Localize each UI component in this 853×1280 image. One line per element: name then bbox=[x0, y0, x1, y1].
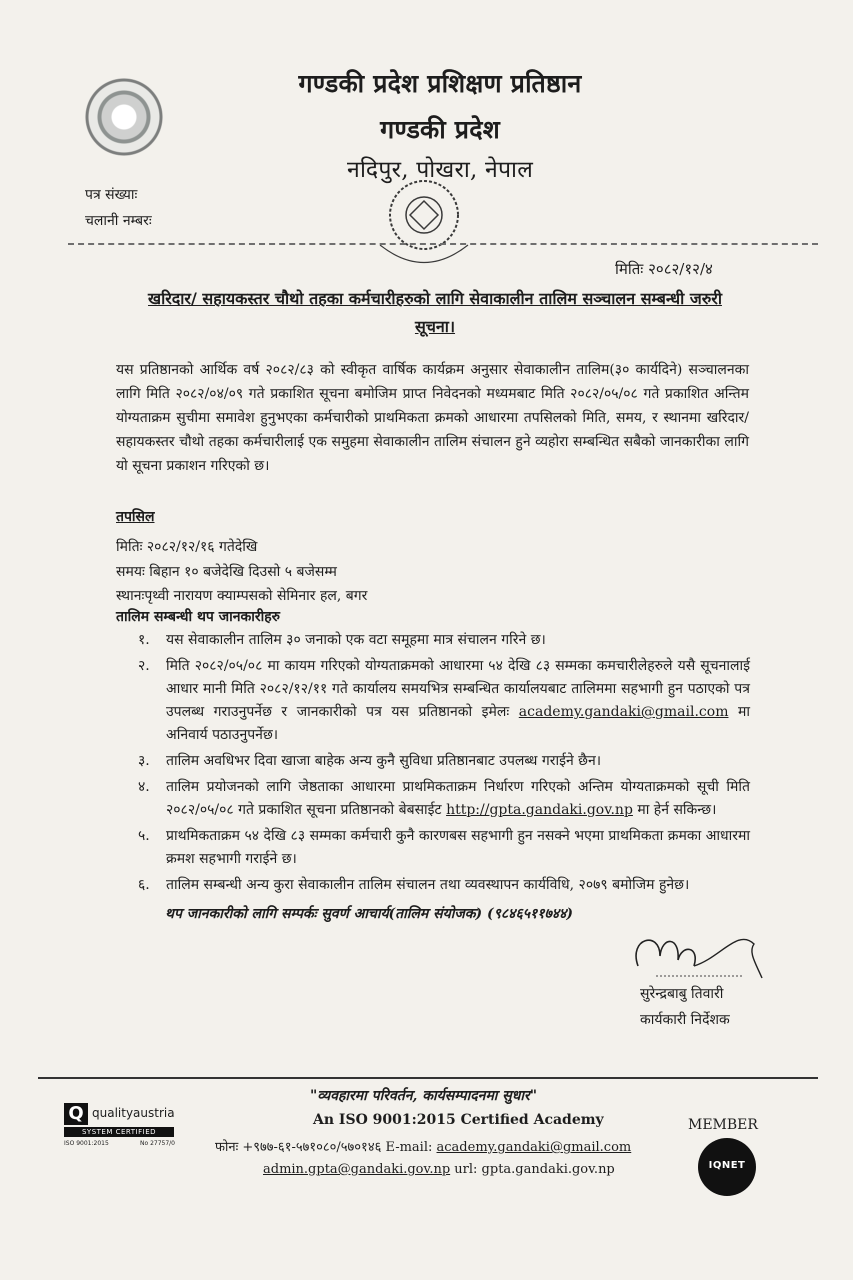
footer-email-link[interactable]: academy.gandaki@gmail.com bbox=[436, 1140, 632, 1155]
qa-iso: ISO 9001:2015 bbox=[64, 1140, 109, 1147]
list-item-text: मिति २०८२/०५/०८ मा कायम गरिएको योग्यताक्रमको आधारमा ५४ देखि ८३ सम्मका कमचारीलेहरुले यसै सूचनालाई आधार मानी मिति २०८२/१२/११ गते कार्यालय समयभित्र सम्बन्धित कार्यालयबाट तालिममा सहभागी हुन पठाएको पत्र उपलब्ध गराउनुपर्नेछ र जानकारीको पत्र यस प्रतिष्ठानको इमेलः bbox=[166, 658, 750, 720]
phone-label: फोनः +९७७-६१-५७१०८०/५७०१४६ E-mail: bbox=[215, 1140, 437, 1155]
list-item-text: तालिम अवधिभर दिवा खाजा बाहेक अन्य कुनै सुविधा प्रतिष्ठानबाट उपलब्ध गराईने छैन। bbox=[166, 753, 602, 769]
notice-title-line1: खरिदार/ सहायकस्तर चौथो तहका कर्मचारीहरुको लागि सेवाकालीन तालिम सञ्चालन सम्बन्धी जरुरी bbox=[148, 289, 722, 308]
footer-phone bbox=[215, 1137, 631, 1155]
footer-admin bbox=[263, 1162, 615, 1177]
list-item-number: १. bbox=[138, 632, 150, 648]
admin-email-link[interactable]: admin.gpta@gandaki.gov.np bbox=[263, 1162, 451, 1177]
notice-title bbox=[120, 285, 750, 341]
province-emblem-icon bbox=[85, 78, 163, 156]
signature-icon bbox=[620, 918, 770, 988]
iqnet-label: IQNET bbox=[708, 1160, 746, 1171]
list-item-number: ६. bbox=[138, 877, 150, 893]
schedule-place: स्थानःपृथ्वी नारायण क्याम्पसको सेमिनार हल, बगर bbox=[116, 588, 368, 604]
member-label: MEMBER bbox=[688, 1117, 758, 1133]
footer-url: url: gpta.gandaki.gov.np bbox=[450, 1162, 615, 1177]
notice-title-line2: सूचना। bbox=[414, 317, 456, 336]
website-link[interactable]: http://gpta.gandaki.gov.np bbox=[446, 802, 633, 818]
contact-note: थप जानकारीको लागि सम्पर्कः सुवर्ण आचार्य(तालिम संयोजक) (९८४६५११७४४) bbox=[165, 906, 574, 922]
list-item-text: प्राथमिकताक्रम ५४ देखि ८३ सम्मका कर्मचारी कुनै कारणबस सहभागी हुन नसक्ने भएमा प्राथमिकता क्रमका आधारमा क्रमश सहभागी गराईने छ। bbox=[166, 828, 750, 867]
list-item-number: ४. bbox=[138, 779, 150, 795]
header-divider bbox=[68, 243, 818, 245]
office-seal-icon bbox=[360, 175, 488, 285]
list-item-number: ३. bbox=[138, 753, 150, 769]
list-item-tail: मा हेर्न सकिन्छ। bbox=[632, 802, 717, 818]
signatory-title: कार्यकारी निर्देशक bbox=[640, 1012, 730, 1028]
org-name: गण्डकी प्रदेश प्रशिक्षण प्रतिष्ठान bbox=[298, 69, 582, 98]
qa-name: qualityaustria bbox=[92, 1106, 175, 1120]
signatory-name: सुरेन्द्रबाबु तिवारी bbox=[640, 986, 724, 1002]
letter-number-label: पत्र संख्याः bbox=[85, 187, 138, 203]
list-item bbox=[138, 776, 750, 822]
list-item bbox=[138, 874, 750, 897]
schedule-date: मितिः २०८२/१२/१६ गतेदेखि bbox=[116, 539, 258, 555]
notice-date: मितिः २०८२/१२/४ bbox=[615, 260, 713, 278]
qa-strip: SYSTEM CERTIFIED bbox=[64, 1127, 174, 1137]
notice-body: यस प्रतिष्ठानको आर्थिक वर्ष २०८२/८३ को स्वीकृत वार्षिक कार्यक्रम अनुसार सेवाकालीन तालिम(३० कार्यदिने) सञ्चालनका लागि मिति २०८२/०४/०९ गते प्रकाशित सूचना बमोजिम प्राप्त निवेदनको मध्यमबाट मिति २०८२/०५/०८ गते प्रकाशित अन्तिम योग्यताक्रम सुचीमा समावेश हुनुभएका कर्मचारीको प्राथमिकता क्रमको आधारमा तपसिलको मिति, समय, र स्थानमा खरिदार/सहायकस्तर चौथो तहका कर्मचारीलाई एक समुहमा सेवाकालीन तालिम संचालन हुने व्यहोरा सम्बन्धित सबैको जानकारीका लागि यो सूचना प्रकाशन गरिएको छ। bbox=[116, 362, 749, 474]
iqnet-logo-icon bbox=[698, 1138, 756, 1196]
schedule-time: समयः बिहान १० बजेदेखि दिउसो ५ बजेसम्म bbox=[116, 564, 337, 580]
qa-number: No 27757/0 bbox=[140, 1140, 175, 1147]
list-item bbox=[138, 655, 750, 747]
province-name: गण्डकी प्रदेश bbox=[380, 115, 500, 144]
list-item-tail: मा अनिवार्य पठाउनुपर्नेछ। bbox=[166, 704, 751, 743]
schedule-heading: तपसिल bbox=[116, 509, 155, 525]
iso-certification: An ISO 9001:2015 Certified Academy bbox=[313, 1112, 604, 1128]
quality-austria-logo bbox=[64, 1103, 176, 1137]
info-list bbox=[138, 629, 750, 900]
footer-motto: "व्यवहारमा परिवर्तन, कार्यसम्पादनमा सुधार" bbox=[310, 1088, 538, 1104]
email-link[interactable]: academy.gandaki@gmail.com bbox=[518, 704, 729, 720]
qa-mark-icon: Q bbox=[64, 1103, 88, 1125]
footer-divider bbox=[38, 1077, 818, 1079]
list-item-text: यस सेवाकालीन तालिम ३० जनाको एक वटा समूहमा मात्र संचालन गरिने छ। bbox=[166, 632, 546, 648]
list-item bbox=[138, 750, 750, 773]
org-address: नदिपुर, पोखरा, नेपाल bbox=[346, 157, 534, 183]
list-item-text: तालिम सम्बन्धी अन्य कुरा सेवाकालीन तालिम संचालन तथा व्यवस्थापन कार्यविधि, २०७९ बमोजिम हुनेछ। bbox=[166, 877, 690, 893]
dispatch-number-label: चलानी नम्बरः bbox=[85, 213, 152, 229]
list-item-number: २. bbox=[138, 658, 150, 674]
more-info-heading: तालिम सम्बन्धी थप जानकारीहरु bbox=[116, 609, 281, 625]
list-item bbox=[138, 629, 750, 652]
list-item-number: ५. bbox=[138, 828, 150, 844]
list-item bbox=[138, 825, 750, 871]
list-item-text: तालिम प्रयोजनको लागि जेष्ठताका आधारमा प्राथमिकताक्रम निर्धारण गरिएको अन्तिम योग्यताक्रमको सूची मिति २०८२/०५/०८ गते प्रकाशित सूचना प्रतिष्ठानको बेबसाईट bbox=[166, 779, 750, 818]
